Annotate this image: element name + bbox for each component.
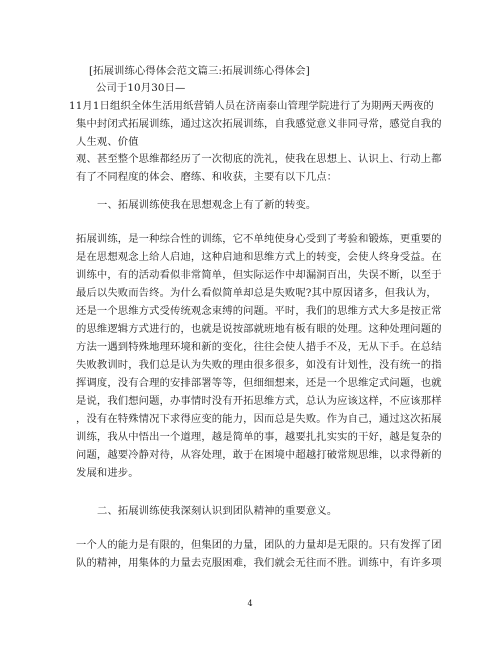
paragraph-line: 是在思想观念上给人启迪，这种启迪和思维方式上的转变，会使人终身受益。在: [76, 251, 442, 263]
section-heading: 二、拓展训练使我深刻认识到团队精神的重要意义。: [97, 505, 338, 517]
paragraph-line: 观、甚至整个思维都经历了一次彻底的洗礼，使我在思想上、认识上、行动上都: [76, 153, 442, 165]
paragraph-line: 集中封闭式拓展训练，通过这次拓展训练，自我感觉意义非同寻常，感觉自我的: [76, 118, 442, 130]
paragraph-line: 有了不同程度的体会、磨练、和收获，主要有以下几点：: [76, 171, 338, 183]
document-header: [拓展训练心得体会范文篇三:拓展训练心得体会]: [89, 65, 310, 77]
paragraph-line: 一个人的能力是有限的，但集团的力量，团队的力量却是无限的。只有发挥了团: [76, 539, 442, 551]
paragraph-line: ，没有在特殊情况下求得应变的能力，因而总是失败。作为自己，通过这次拓展: [76, 413, 442, 425]
paragraph-line: 人生观、价值: [76, 136, 139, 148]
document-date: 公司于10月30日—: [96, 82, 186, 94]
paragraph-line: 队的精神，用集体的力量去克服困难，我们就会无往而不胜。训练中，有许多项: [76, 557, 442, 569]
paragraph-line: 最后以失败而告终。为什么看似简单却总是失败呢?其中原因诸多，但我认为，: [76, 287, 437, 299]
paragraph-line: 问题，越要冷静对待，从容处理，敢于在困境中超越打破常规思维，以求得新的: [76, 449, 442, 461]
paragraph-line: 的思维逻辑方式进行的，也就是说按部就班地有板有眼的处理。这种处理问题的: [76, 323, 442, 335]
section-heading: 一、拓展训练使我在思想观念上有了新的转变。: [97, 199, 317, 211]
paragraph-line: 是说，我们想问题，办事情时没有开拓思维方式，总认为应该这样，不应该那样: [76, 395, 442, 407]
page-number: 4: [247, 599, 253, 608]
paragraph-line: 还是一个思维方式受传统观念束缚的问题。平时，我们的思维方式大多是按正常: [76, 305, 442, 317]
paragraph-line: 拓展训练，是一种综合性的训练，它不单纯使身心受到了考验和锻炼，更重要的: [76, 233, 442, 245]
paragraph-line: 失败教训时，我们总是认为失败的理由很多很多，如没有计划性，没有统一的指: [76, 359, 442, 371]
paragraph-line: 方法一遇到特殊地理环境和新的变化，往往会使人措手不及，无从下手。在总结: [76, 341, 442, 353]
paragraph-line: 训练，我从中悟出一个道理，越是简单的事，越要扎扎实实的干好，越是复杂的: [76, 431, 442, 443]
paragraph-line: 11月1日组织全体生活用纸营销人员在济南泰山管理学院进行了为期两天两夜的: [69, 100, 434, 112]
paragraph-line: 挥调度，没有合理的安排部署等等，但细细想来，还是一个思维定式问题，也就: [76, 377, 442, 389]
paragraph-line: 训练中，有的活动看似非常简单，但实际运作中却漏洞百出，失误不断，以至于: [76, 269, 442, 281]
paragraph-line: 发展和进步。: [76, 467, 139, 479]
